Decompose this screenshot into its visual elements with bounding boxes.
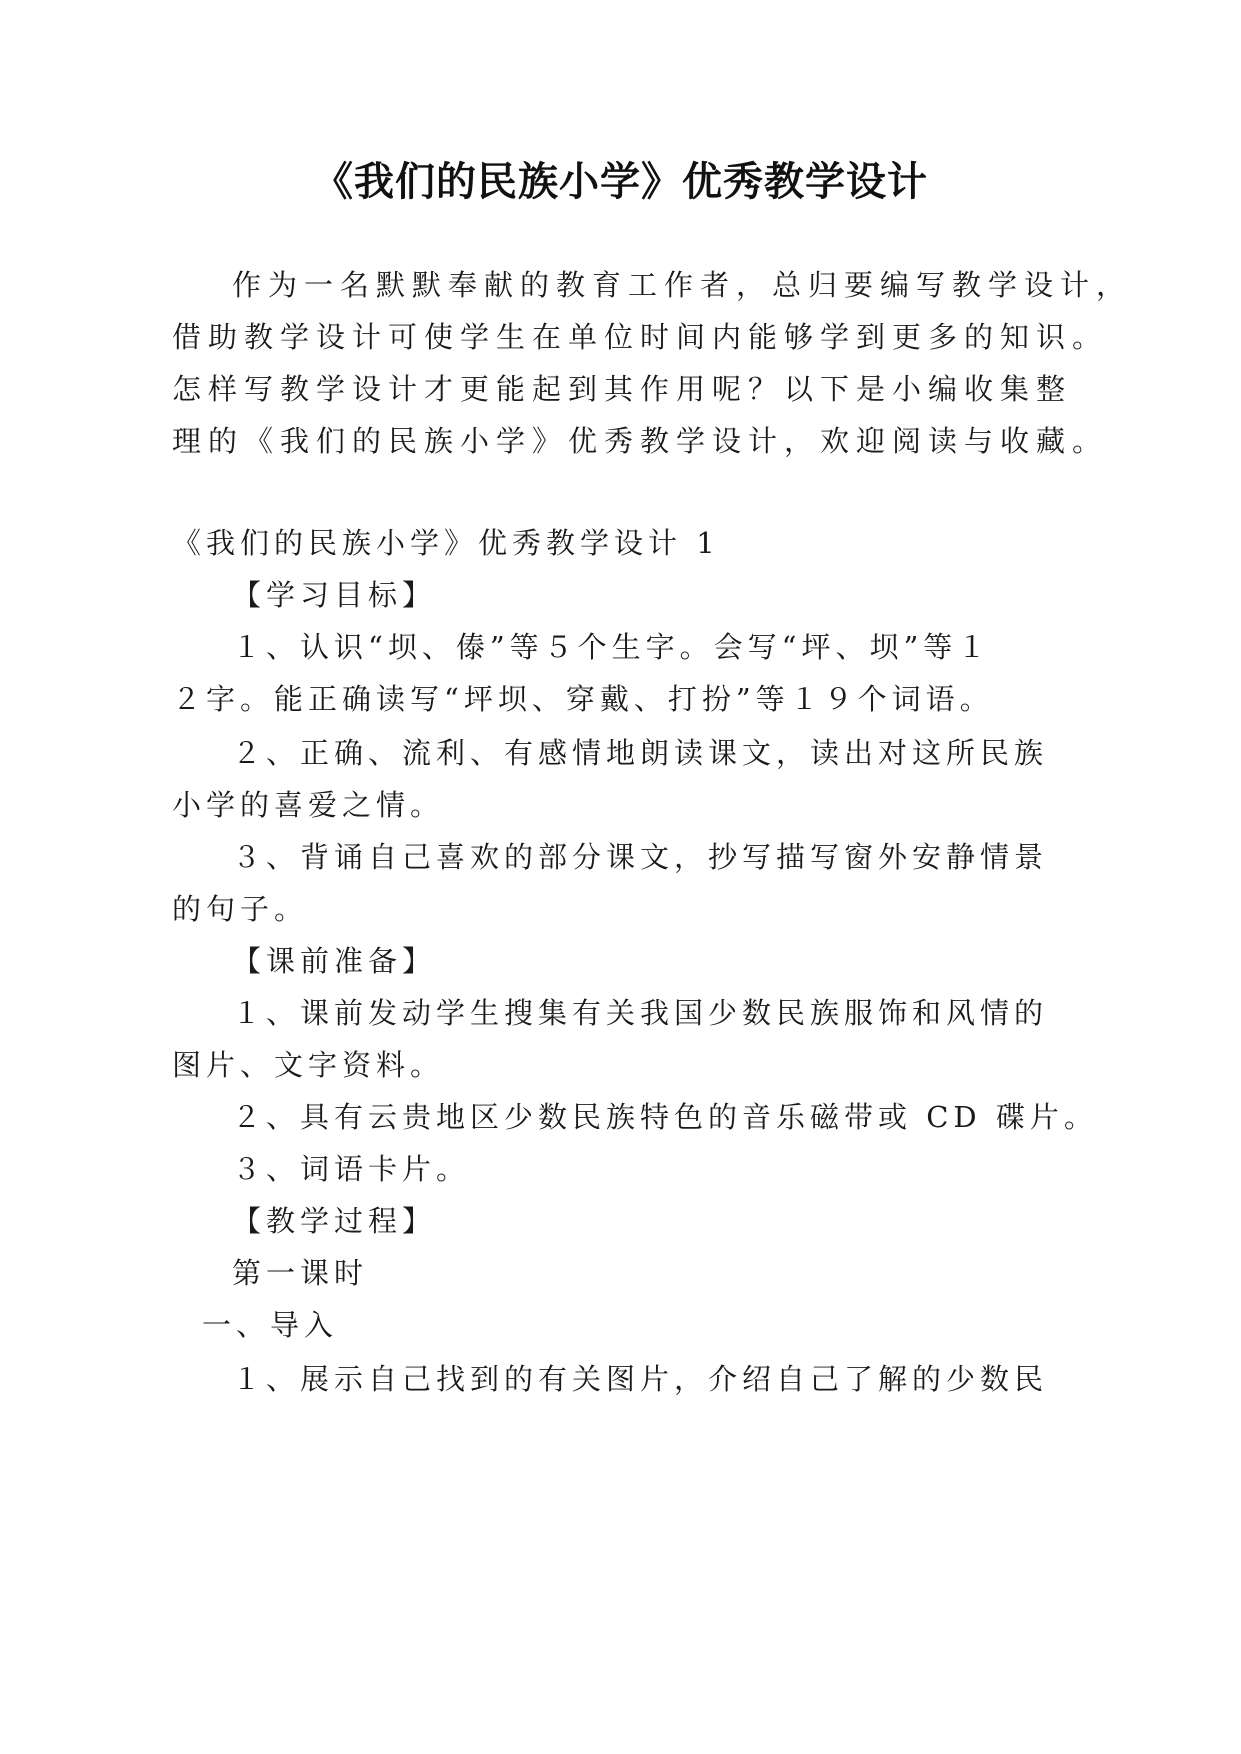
goal-line-1: １、认识“坝、傣”等５个生字。会写“坪、坝”等１ — [232, 630, 992, 664]
goal-line-4: 小学的喜爱之情。 — [172, 788, 445, 822]
intro-line-3: 怎样写教学设计才更能起到其作用呢？以下是小编收集整 — [172, 372, 1073, 406]
prep-line-2: 图片、文字资料。 — [172, 1048, 445, 1082]
goal-line-2: ２字。能正确读写“坪坝、穿戴、打扮”等１９个词语。 — [172, 682, 994, 716]
prep-line-3: ２、具有云贵地区少数民族特色的音乐磁带或 CD 碟片。 — [232, 1100, 1098, 1134]
goal-line-3: ２、正确、流利、有感情地朗读课文，读出对这所民族 — [232, 736, 1049, 770]
step-item-line: １、展示自己找到的有关图片，介绍自己了解的少数民 — [232, 1362, 1049, 1396]
section-heading: 《我们的民族小学》优秀教学设计 1 — [172, 526, 720, 560]
prep-line-1: １、课前发动学生搜集有关我国少数民族服饰和风情的 — [232, 996, 1049, 1030]
page-title: 《我们的民族小学》优秀教学设计 — [313, 159, 928, 205]
goal-line-5: ３、背诵自己喜欢的部分课文，抄写描写窗外安静情景 — [232, 840, 1049, 874]
lesson-label: 第一课时 — [232, 1256, 369, 1290]
step-heading: 一、导入 — [202, 1308, 339, 1342]
goal-line-6: 的句子。 — [172, 892, 309, 926]
prep-line-4: ３、词语卡片。 — [232, 1152, 471, 1186]
goals-heading: 【学习目标】 — [232, 578, 437, 612]
prep-heading: 【课前准备】 — [232, 944, 437, 978]
intro-line-2: 借助教学设计可使学生在单位时间内能够学到更多的知识。 — [172, 320, 1109, 354]
intro-line-4: 理的《我们的民族小学》优秀教学设计，欢迎阅读与收藏。 — [172, 424, 1109, 458]
process-heading: 【教学过程】 — [232, 1204, 437, 1238]
intro-line-1: 作为一名默默奉献的教育工作者，总归要编写教学设计， — [232, 268, 1133, 302]
